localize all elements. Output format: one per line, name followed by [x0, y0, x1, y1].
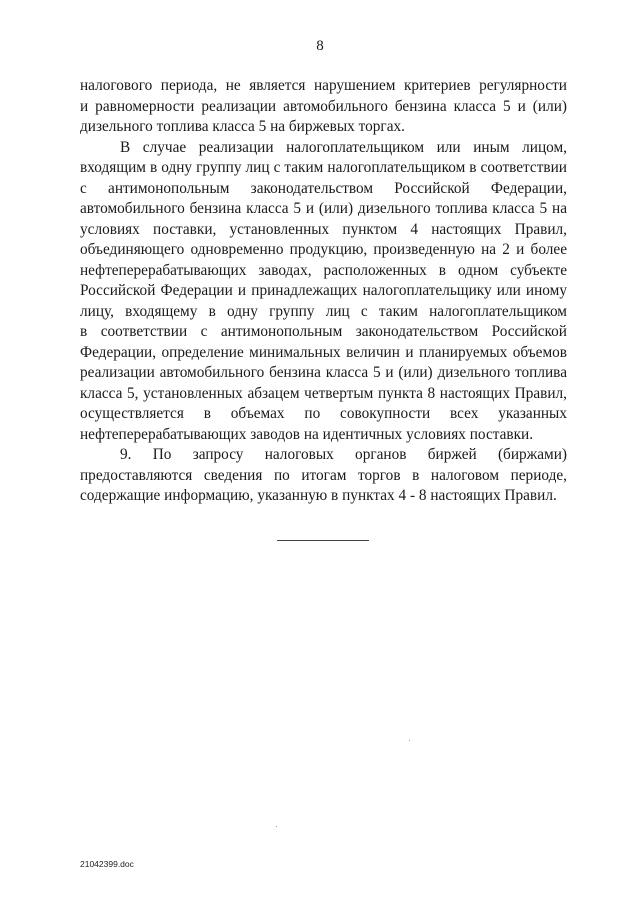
file-reference: 21042399.doc — [80, 859, 134, 869]
text-line: налогового периода, не является нарушением критериев регулярности — [80, 77, 567, 94]
page-number: 8 — [316, 38, 324, 54]
text-line: предоставляются сведения по итогам торгов в налоговом периоде, — [80, 466, 567, 484]
paragraph-continuation — [80, 76, 567, 138]
text-line: автомобильного бензина класса 5 и (или) дизельного топлива класса 5 на — [80, 200, 567, 217]
text-line: и равномерности реализации автомобильного бензина класса 5 и (или) — [80, 97, 567, 115]
text-line: содержащие информацию, указанную в пунктах 4 - 8 настоящих Правил. — [80, 487, 557, 504]
scan-speck — [409, 740, 410, 741]
text-line: нефтеперерабатывающих заводах, расположенных в одном субъекте — [80, 261, 567, 279]
text-line: нефтеперерабатывающих заводов на идентичных условиях поставки. — [80, 425, 534, 443]
text-line: осуществляется в объемах по совокупности всех указанных — [80, 405, 567, 422]
scan-speck — [276, 826, 277, 827]
text-line: с антимонопольным законодательством Российской Федерации, — [80, 179, 567, 197]
document-body — [80, 76, 567, 507]
text-line: 9. По запросу налоговых органов биржей (биржами) — [120, 446, 567, 463]
paragraph-consolidated-sales — [80, 138, 567, 446]
paragraph-9 — [80, 445, 567, 507]
text-line: класса 5, установленных абзацем четвертым пункта 8 настоящих Правил, — [80, 384, 567, 402]
text-line: Российской Федерации и принадлежащих налогоплательщику или иному — [80, 282, 567, 299]
text-line: Федерации, определение минимальных величин и планируемых объемов — [80, 343, 567, 361]
section-divider — [277, 540, 369, 541]
text-line: объединяющего одновременно продукцию, произведенную на 2 и более — [80, 241, 567, 258]
text-line: В случае реализации налогоплательщиком или иным лицом, — [120, 138, 567, 156]
text-line: в соответствии с антимонопольным законодательством Российской — [80, 323, 567, 340]
text-line: дизельного топлива класса 5 на биржевых торгах. — [80, 118, 405, 135]
text-line: входящим в одну группу лиц с таким налогоплательщиком в соответствии — [80, 159, 567, 176]
text-line: условиях поставки, установленных пунктом 4 настоящих Правил, — [80, 220, 567, 238]
text-line: лицу, входящему в одну группу лиц с таким налогоплательщиком — [80, 302, 567, 320]
text-line: реализации автомобильного бензина класса 5 и (или) дизельного топлива — [80, 364, 567, 381]
